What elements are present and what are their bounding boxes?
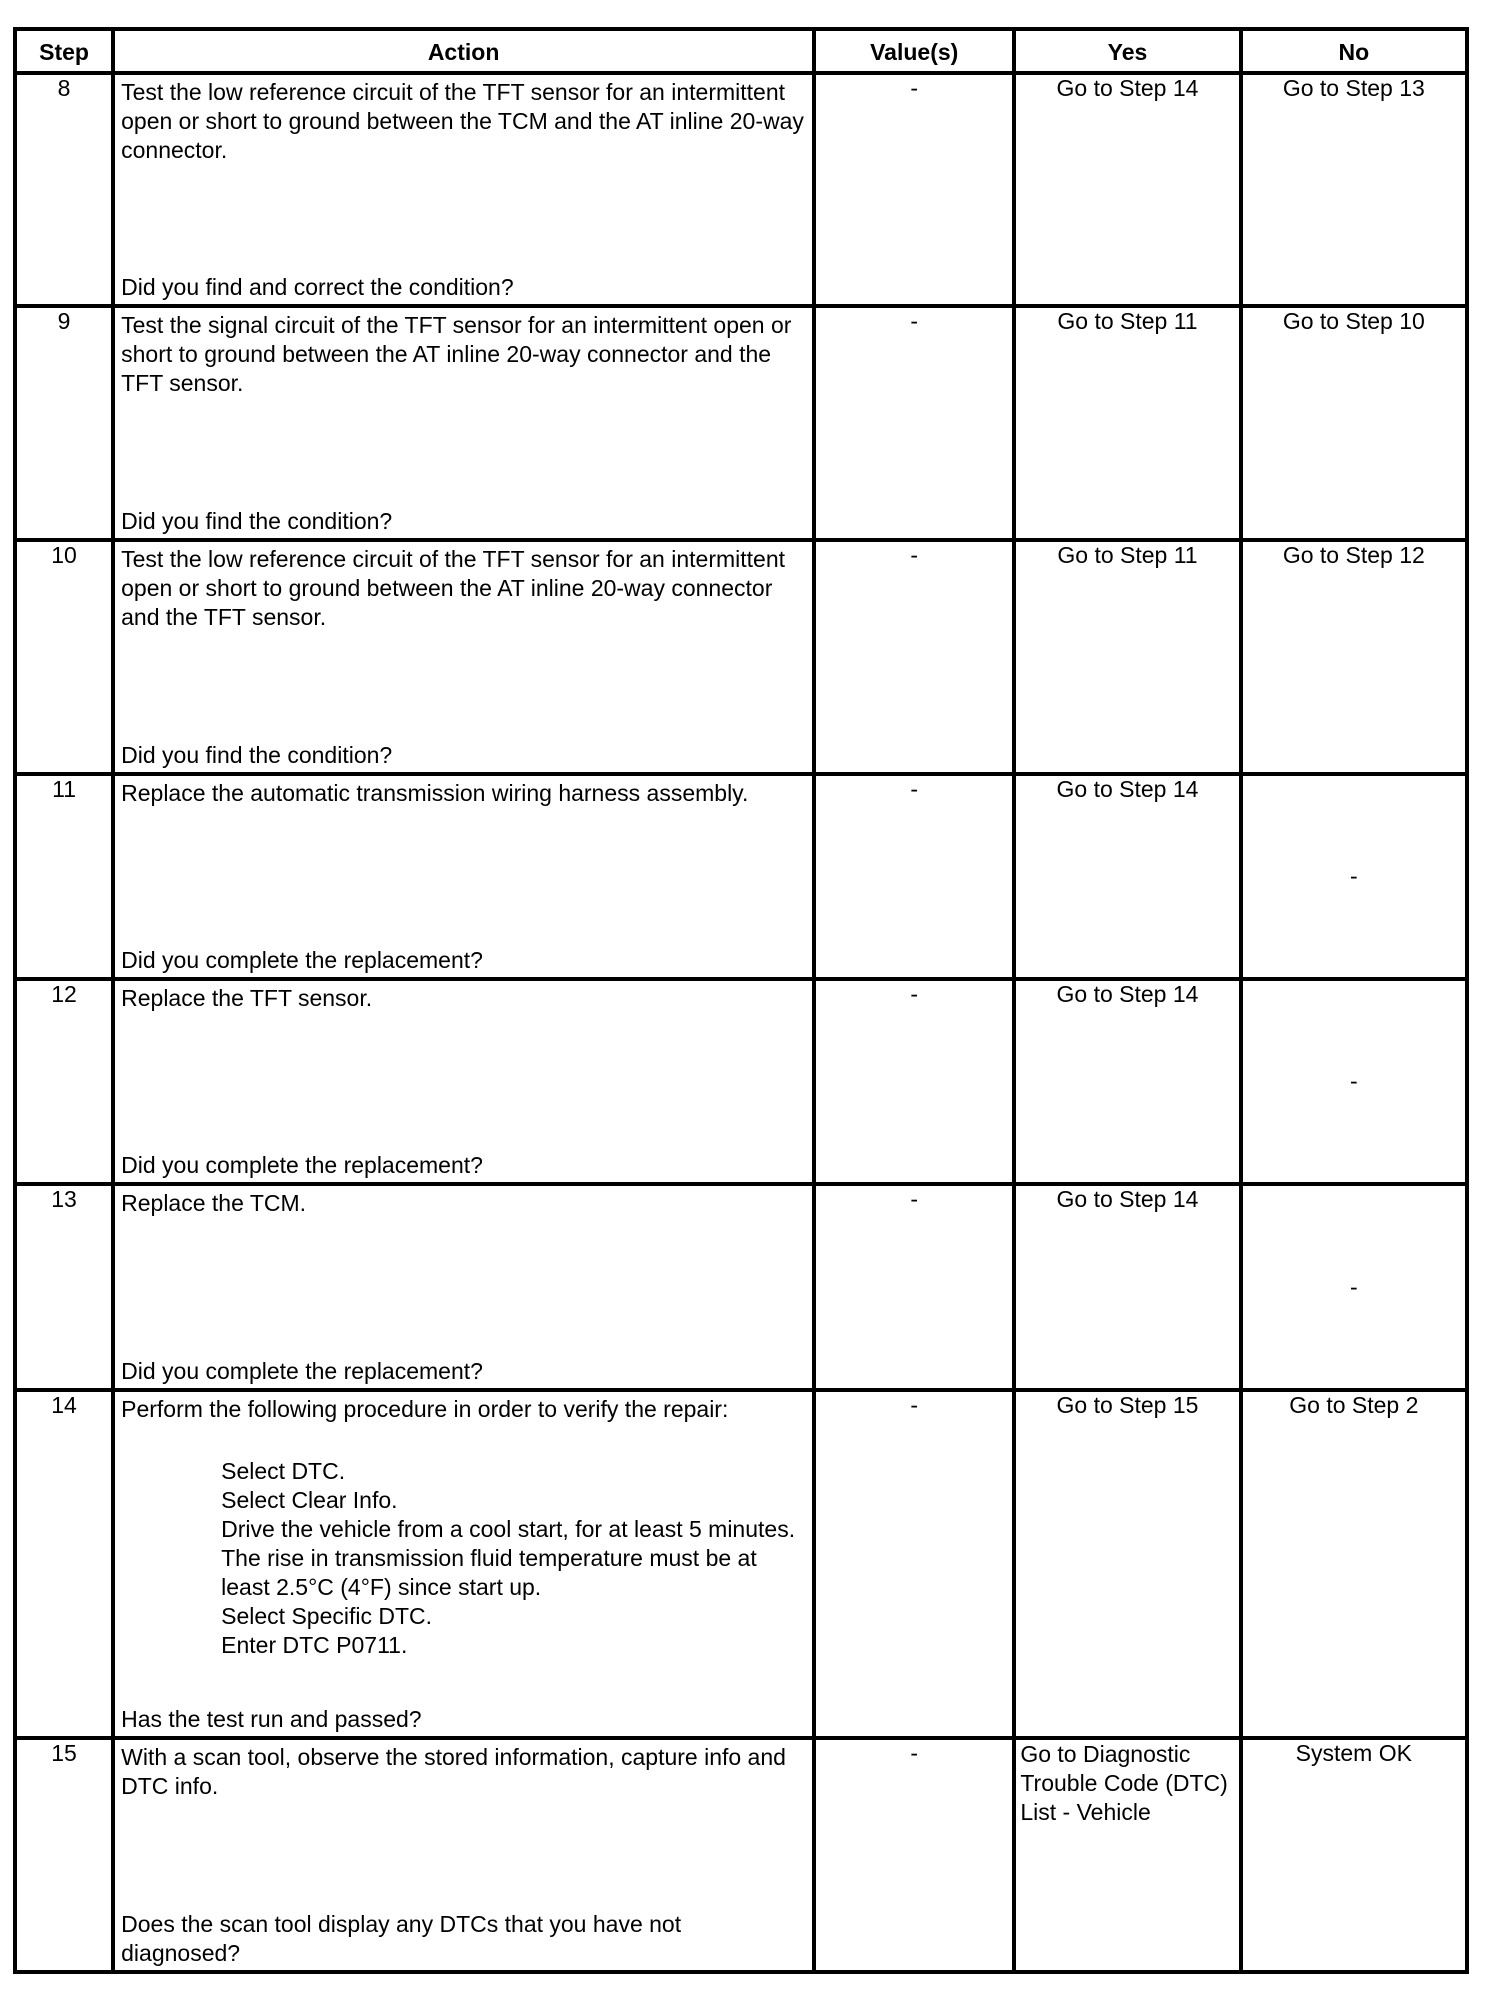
step-number: 10 — [15, 540, 113, 774]
no-cell: Go to Step 10 — [1241, 306, 1467, 540]
action-text: Replace the TCM. — [121, 1190, 307, 1216]
diagnostic-table — [13, 27, 1469, 1974]
step-number: 11 — [15, 774, 113, 979]
header-values: Value(s) — [814, 29, 1014, 73]
table-row — [15, 540, 1467, 774]
yes-cell: Go to Step 14 — [1014, 1184, 1240, 1390]
header-action: Action — [113, 29, 814, 73]
action-text: Replace the automatic transmission wiring harness assembly. — [121, 780, 749, 806]
table-row — [15, 306, 1467, 540]
action-cell — [113, 73, 814, 306]
value-cell: - — [814, 774, 1014, 979]
yes-cell: Go to Step 14 — [1014, 73, 1240, 306]
action-text: With a scan tool, observe the stored information, capture info and DTC info. — [121, 1744, 786, 1799]
yes-cell: Go to Step 14 — [1014, 774, 1240, 979]
no-cell: Go to Step 13 — [1241, 73, 1467, 306]
step-number: 15 — [15, 1738, 113, 1972]
step-number: 14 — [15, 1390, 113, 1738]
header-row — [15, 29, 1467, 73]
action-question: Did you complete the replacement? — [121, 1358, 483, 1384]
action-cell — [113, 306, 814, 540]
value-cell: - — [814, 306, 1014, 540]
action-text: Perform the following procedure in order to verify the repair: — [121, 1396, 729, 1422]
value-cell: - — [814, 540, 1014, 774]
no-cell: Go to Step 2 — [1241, 1390, 1467, 1738]
procedure-list — [221, 1457, 806, 1660]
procedure-step: Select Clear Info. — [221, 1487, 398, 1513]
no-cell: - — [1241, 979, 1467, 1184]
yes-cell: Go to Step 11 — [1014, 306, 1240, 540]
procedure-step: Enter DTC P0711. — [221, 1632, 408, 1658]
table-row — [15, 774, 1467, 979]
yes-cell: Go to Step 14 — [1014, 979, 1240, 1184]
table-row — [15, 979, 1467, 1184]
table-row — [15, 1390, 1467, 1738]
action-question: Did you find and correct the condition? — [121, 274, 514, 300]
action-text: Test the signal circuit of the TFT sensor for an intermittent open or short to ground between the AT inline 20-way connector and the TFT sensor. — [121, 312, 792, 396]
action-question: Did you find the condition? — [121, 742, 393, 768]
header-no: No — [1241, 29, 1467, 73]
procedure-step: Select DTC. — [221, 1458, 346, 1484]
action-cell — [113, 540, 814, 774]
no-cell: Go to Step 12 — [1241, 540, 1467, 774]
action-question: Does the scan tool display any DTCs that you have not diagnosed? — [121, 1911, 682, 1966]
action-cell — [113, 774, 814, 979]
action-text: Replace the TFT sensor. — [121, 985, 373, 1011]
header-step: Step — [15, 29, 113, 73]
value-cell: - — [814, 1738, 1014, 1972]
action-question: Did you find the condition? — [121, 508, 393, 534]
value-cell: - — [814, 1390, 1014, 1738]
yes-cell: Go to Step 11 — [1014, 540, 1240, 774]
table-row — [15, 1738, 1467, 1972]
header-yes: Yes — [1014, 29, 1240, 73]
procedure-step: Drive the vehicle from a cool start, for at least 5 minutes. The rise in transmission fluid temperature must be at least 2.5°C (4°F) since start up. — [221, 1516, 796, 1600]
no-cell: - — [1241, 774, 1467, 979]
step-number: 9 — [15, 306, 113, 540]
action-question: Did you complete the replacement? — [121, 1152, 483, 1178]
value-cell: - — [814, 73, 1014, 306]
step-number: 13 — [15, 1184, 113, 1390]
value-cell: - — [814, 1184, 1014, 1390]
action-cell — [113, 1390, 814, 1738]
action-text: Test the low reference circuit of the TFT sensor for an intermittent open or short to ground between the TCM and the AT inline 20-way connector. — [121, 79, 804, 163]
action-cell — [113, 1738, 814, 1972]
step-number: 8 — [15, 73, 113, 306]
yes-cell: Go to Step 15 — [1014, 1390, 1240, 1738]
procedure-step: Select Specific DTC. — [221, 1603, 433, 1629]
action-text: Test the low reference circuit of the TFT sensor for an intermittent open or short to ground between the AT inline 20-way connector and the TFT sensor. — [121, 546, 786, 630]
yes-cell: Go to Diagnostic Trouble Code (DTC) List - Vehicle — [1014, 1738, 1240, 1972]
table-row — [15, 1184, 1467, 1390]
value-cell: - — [814, 979, 1014, 1184]
action-question: Did you complete the replacement? — [121, 947, 483, 973]
no-cell: - — [1241, 1184, 1467, 1390]
action-cell — [113, 979, 814, 1184]
action-question: Has the test run and passed? — [121, 1706, 422, 1732]
no-cell: System OK — [1241, 1738, 1467, 1972]
step-number: 12 — [15, 979, 113, 1184]
action-cell — [113, 1184, 814, 1390]
table-row — [15, 73, 1467, 306]
